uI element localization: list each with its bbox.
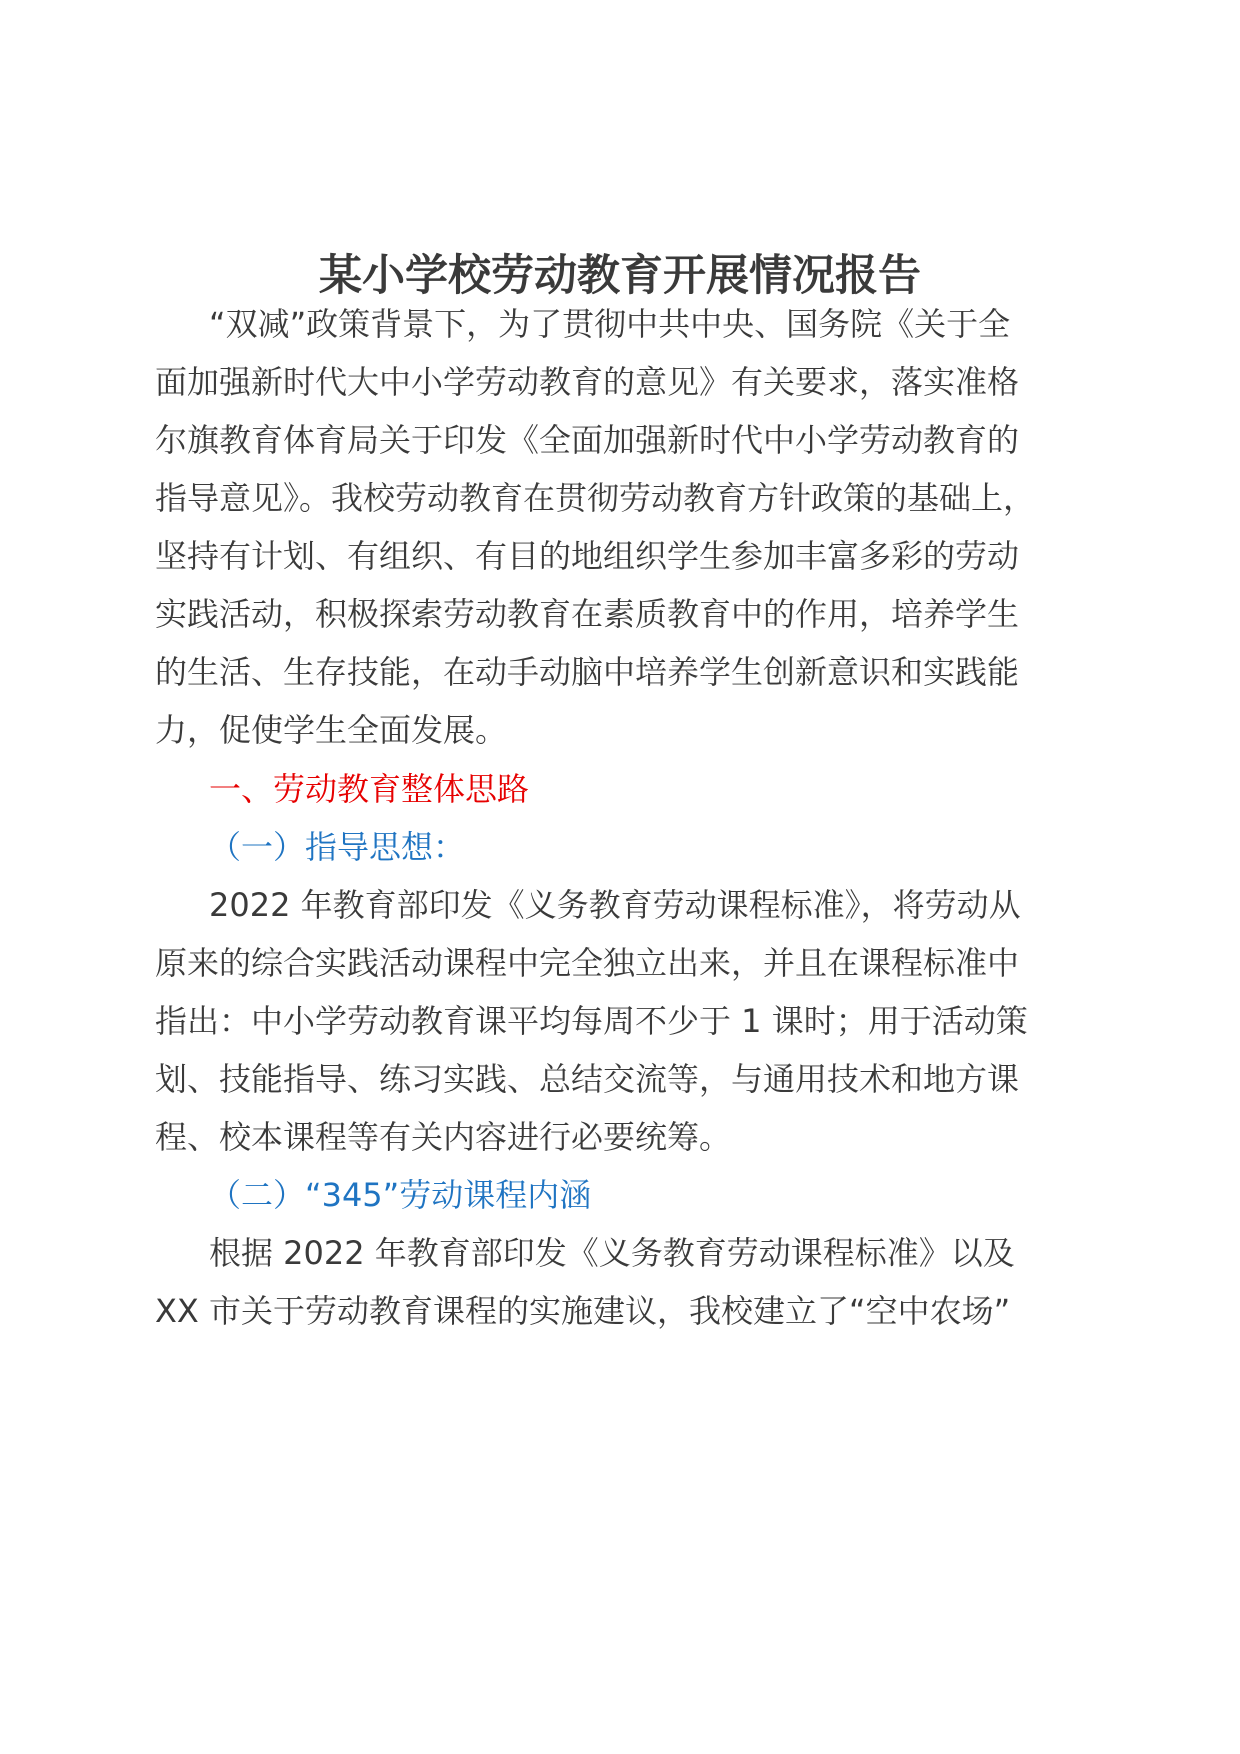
- body-line: 根据 2022 年教育部印发《义务教育劳动课程标准》以及: [209, 1234, 1015, 1272]
- body-line: 划、技能指导、练习实践、总结交流等，与通用技术和地方课: [155, 1060, 1020, 1098]
- subsection-heading: （一）指导思想：: [209, 828, 466, 866]
- subsection-heading: （二）“345”劳动课程内涵: [209, 1176, 592, 1214]
- body-line: 2022 年教育部印发《义务教育劳动课程标准》，将劳动从: [209, 886, 1021, 924]
- intro-line: 力，促使学生全面发展。: [155, 711, 508, 749]
- intro-line: 尔旗教育体育局关于印发《全面加强新时代中小学劳动教育的: [155, 421, 1020, 459]
- document-title: 某小学校劳动教育开展情况报告: [319, 251, 921, 301]
- body-line: 程、校本课程等有关内容进行必要统筹。: [155, 1118, 732, 1156]
- intro-line: “双减”政策背景下，为了贯彻中共中央、国务院《关于全: [209, 305, 1011, 343]
- intro-line: 指导意见》。我校劳动教育在贯彻劳动教育方针政策的基础上，: [155, 479, 1036, 517]
- intro-line: 的生活、生存技能，在动手动脑中培养学生创新意识和实践能: [155, 653, 1020, 691]
- intro-line: 面加强新时代大中小学劳动教育的意见》有关要求，落实准格: [155, 363, 1020, 401]
- intro-line: 实践活动，积极探索劳动教育在素质教育中的作用，培养学生: [155, 595, 1020, 633]
- body-line: 原来的综合实践活动课程中完全独立出来，并且在课程标准中: [155, 944, 1020, 982]
- body-line: 指出：中小学劳动教育课平均每周不少于 1 课时；用于活动策: [155, 1002, 1028, 1040]
- section-heading: 一、劳动教育整体思路: [209, 770, 530, 808]
- body-line: XX 市关于劳动教育课程的实施建议，我校建立了“空中农场”: [155, 1292, 1011, 1330]
- intro-line: 坚持有计划、有组织、有目的地组织学生参加丰富多彩的劳动: [155, 537, 1020, 575]
